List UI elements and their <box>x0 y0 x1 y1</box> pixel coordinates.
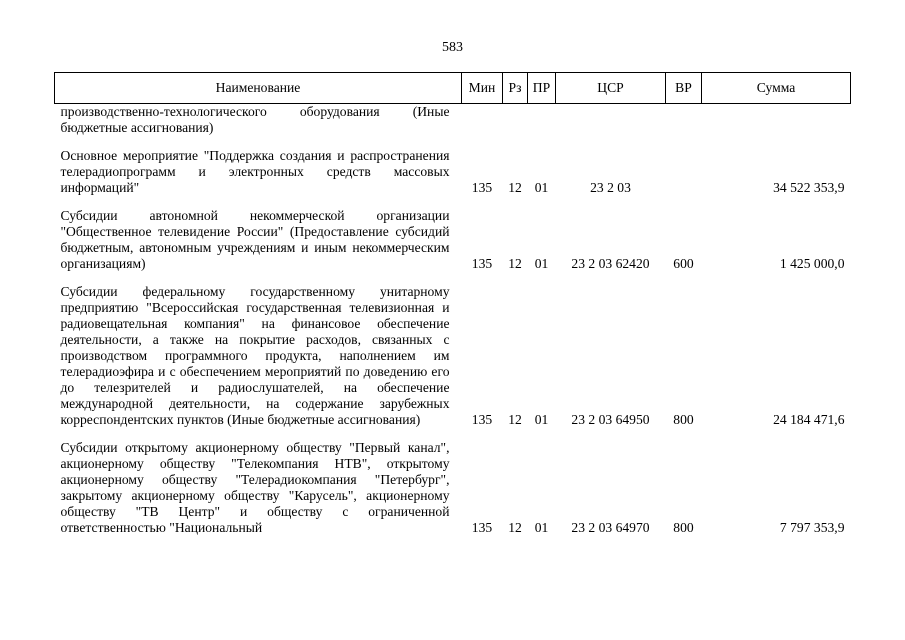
header-pr: ПР <box>528 73 556 104</box>
header-rz: Рз <box>503 73 528 104</box>
table-row <box>55 284 851 428</box>
row-name: Субсидии федеральному государственному унитарному предприятию "Всероссийская государственная телевизионная и радиовещательная компания" на финансовое обеспечение деятельности, а также на покрытие расходов, связанных с производством программного продукта, наполнением им телерадиоэфира и с обеспечением мероприятий по доведению его до телезрителей и радиослушателей, на обеспечение международной деятельности, на содержание зарубежных корреспондентских пунктов (Иные бюджетные ассигнования) <box>60 284 450 427</box>
row-min: 135 <box>471 256 493 271</box>
row-pr: 01 <box>534 180 549 195</box>
row-min: 135 <box>471 412 493 427</box>
row-csr: 23 2 03 <box>590 180 631 195</box>
row-min: 135 <box>471 520 493 535</box>
table-row <box>55 440 851 536</box>
page-number: 583 <box>442 40 463 55</box>
header-csr: ЦСР <box>556 73 666 104</box>
row-rz <box>503 104 528 137</box>
row-name: Субсидии открытому акционерному обществу "Первый канал", акционерному обществу "Телекомпания НТВ", открытому акционерному обществу "Телерадиокомпания "Петербург", закрытому акционерному обществу "Карусель", акционерному обществу "ТВ Центр" и обществу с ограниченной ответственностью "Национальный <box>60 440 450 535</box>
row-csr: 23 2 03 64950 <box>571 412 650 427</box>
row-rz: 12 <box>508 256 522 271</box>
budget-table <box>54 72 851 536</box>
row-csr <box>556 104 666 137</box>
row-sum: 24 184 471,6 <box>773 412 845 427</box>
row-sum: 34 522 353,9 <box>773 180 845 195</box>
row-sum: 7 797 353,9 <box>779 520 845 535</box>
row-csr: 23 2 03 64970 <box>571 520 650 535</box>
row-vr: 800 <box>673 520 694 535</box>
row-rz: 12 <box>508 412 522 427</box>
row-rz: 12 <box>508 180 522 195</box>
row-sum <box>702 104 851 137</box>
row-pr: 01 <box>534 412 549 427</box>
table-row <box>55 104 851 137</box>
header-sum: Сумма <box>702 73 851 104</box>
row-vr <box>666 104 702 137</box>
header-row <box>55 73 851 104</box>
row-name: Основное мероприятие "Поддержка создания и распространения телерадиопрограмм и электронных средств массовых информаций" <box>60 148 450 195</box>
row-vr <box>666 148 702 196</box>
row-name: производственно-технологического оборудования (Иные бюджетные ассигнования) <box>60 104 450 135</box>
table-row <box>55 208 851 272</box>
row-name: Субсидии автономной некоммерческой организации "Общественное телевидение России" (Предоставление субсидий бюджетным, автономным учреждениям и иным некоммерческим организациям) <box>60 208 450 271</box>
row-rz: 12 <box>508 520 522 535</box>
row-min <box>462 104 503 137</box>
header-vr: ВР <box>666 73 702 104</box>
row-vr: 600 <box>673 256 694 271</box>
row-pr: 01 <box>534 256 549 271</box>
row-vr: 800 <box>673 412 694 427</box>
row-sum: 1 425 000,0 <box>779 256 845 271</box>
row-csr: 23 2 03 62420 <box>571 256 650 271</box>
header-name: Наименование <box>55 73 462 104</box>
header-min: Мин <box>462 73 503 104</box>
row-pr <box>528 104 556 137</box>
row-min: 135 <box>471 180 493 195</box>
table-row <box>55 148 851 196</box>
row-pr: 01 <box>534 520 549 535</box>
